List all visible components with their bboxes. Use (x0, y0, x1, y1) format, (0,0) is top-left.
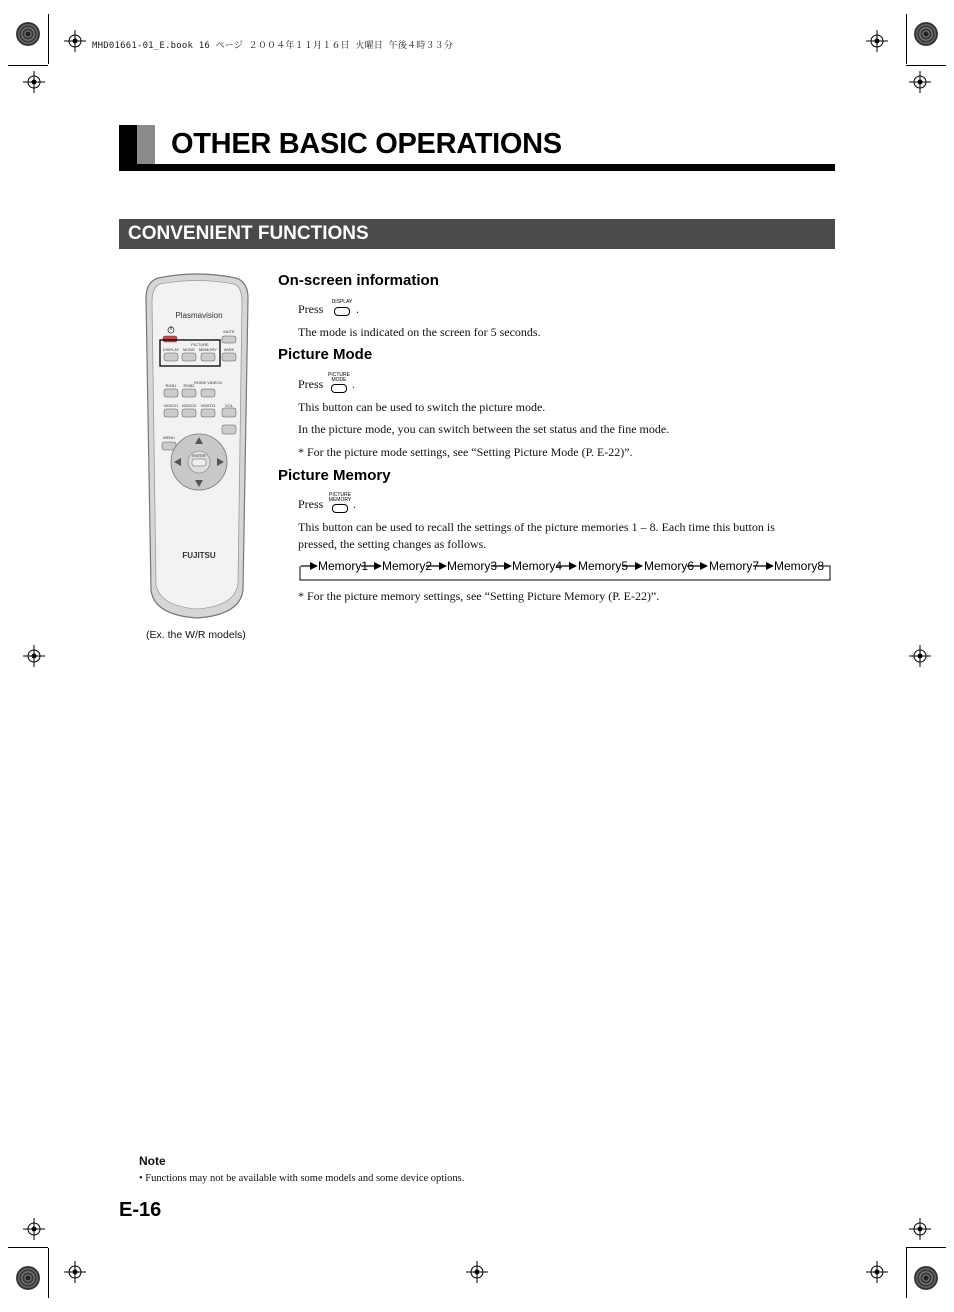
registration-mark-icon (23, 645, 45, 667)
svg-text:WIDE: WIDE (223, 347, 235, 352)
svg-text:RGB1: RGB1 (165, 383, 177, 388)
picture-mode-button-icon (331, 384, 347, 393)
memory-cycle-diagram (298, 558, 832, 582)
memory-item: Memory4 (512, 559, 563, 573)
picture-memory-button-label: PICTURE (329, 492, 351, 498)
remote-caption: (Ex. the W/R models) (146, 629, 246, 641)
registration-mark-icon (866, 30, 888, 52)
memory-item: Memory3 (447, 559, 498, 573)
picture-mode-heading: Picture Mode (278, 346, 373, 363)
running-head: MHD01661-01_E.book 16 ページ ２００４年１１月１６日 火曜日 午後４時３３分 (92, 41, 454, 51)
memory-item: Memory5 (578, 559, 629, 573)
title-accent-gray (137, 125, 155, 165)
memory-item: Memory1 (318, 559, 369, 573)
svg-text:MEMORY: MEMORY (199, 347, 217, 352)
registration-mark-icon (466, 1261, 488, 1283)
section-title: CONVENIENT FUNCTIONS (128, 223, 369, 244)
memory-item: Memory6 (644, 559, 695, 573)
title-accent-black (119, 125, 137, 165)
crop-mark (906, 65, 946, 66)
picture-mode-button-label: PICTURE (328, 372, 350, 378)
memory-item: Memory7 (709, 559, 760, 573)
memory-item: Memory2 (382, 559, 433, 573)
crop-mark (8, 1247, 48, 1248)
title-rule (119, 164, 835, 171)
svg-text:VIDEO1: VIDEO1 (163, 403, 179, 408)
display-button-icon (334, 307, 350, 316)
svg-text:PICTURE: PICTURE (191, 342, 209, 347)
picture-memory-text: pressed, the setting changes as follows. (298, 537, 487, 551)
crop-mark (8, 65, 48, 66)
display-button-label: DISPLAY (331, 299, 353, 305)
registration-disc-icon (914, 22, 938, 46)
picture-memory-note: * For the picture memory settings, see “Setting Picture Memory (P. E-22)”. (298, 589, 660, 603)
picture-mode-note: * For the picture mode settings, see “Setting Picture Mode (P. E-22)”. (298, 445, 633, 459)
period: . (352, 377, 355, 391)
svg-text:ENTER: ENTER (192, 453, 206, 458)
svg-text:VIDEO2: VIDEO2 (181, 403, 197, 408)
note-title: Note (139, 1154, 166, 1168)
picture-memory-text: This button can be used to recall the settings of the picture memories 1 – 8. Each time this button is (298, 520, 775, 534)
picture-mode-press: Press (298, 377, 324, 391)
onscreen-text: The mode is indicated on the screen for 5 seconds. (298, 325, 541, 339)
title-block (119, 125, 835, 172)
memory-item: Memory8 (774, 559, 825, 573)
registration-mark-icon (64, 1261, 86, 1283)
period: . (356, 302, 359, 316)
registration-disc-icon (914, 1266, 938, 1290)
onscreen-heading: On-screen information (278, 272, 439, 289)
remote-logo: FUJITSU (182, 551, 216, 560)
svg-text:MENU: MENU (163, 435, 175, 440)
picture-memory-button-label: MEMORY (328, 497, 352, 503)
note-text: • Functions may not be available with some models and some device options. (139, 1173, 465, 1184)
crop-mark (906, 1248, 907, 1298)
crop-mark (906, 1247, 946, 1248)
registration-disc-icon (16, 1266, 40, 1290)
svg-text:MUTE: MUTE (223, 329, 235, 334)
picture-mode-text: This button can be used to switch the picture mode. (298, 400, 546, 414)
picture-mode-text: In the picture mode, you can switch between the set status and the fine mode. (298, 422, 670, 436)
page-title: OTHER BASIC OPERATIONS (171, 128, 562, 160)
period: . (353, 497, 356, 511)
registration-mark-icon (909, 71, 931, 93)
remote-control-illustration (140, 272, 255, 622)
svg-text:VOL: VOL (224, 403, 234, 408)
svg-text:DISPLAY: DISPLAY (162, 347, 180, 352)
registration-mark-icon (909, 1218, 931, 1240)
svg-text:RGB2: RGB2 (183, 383, 195, 388)
registration-mark-icon (866, 1261, 888, 1283)
picture-memory-heading: Picture Memory (278, 467, 391, 484)
section-header (119, 219, 835, 249)
registration-disc-icon (16, 22, 40, 46)
crop-mark (48, 14, 49, 64)
page-number: E-16 (119, 1199, 162, 1221)
registration-mark-icon (64, 30, 86, 52)
svg-text:MODE: MODE (183, 347, 195, 352)
picture-mode-button-label: MODE (331, 377, 347, 383)
svg-text:VIDEO3: VIDEO3 (200, 403, 216, 408)
crop-mark (48, 1248, 49, 1298)
registration-mark-icon (23, 71, 45, 93)
registration-mark-icon (909, 645, 931, 667)
registration-mark-icon (23, 1218, 45, 1240)
onscreen-press: Press (298, 302, 324, 316)
remote-brand: Plasmavision (175, 311, 223, 320)
crop-mark (906, 14, 907, 64)
picture-memory-press: Press (298, 497, 324, 511)
svg-text:RGB3/ VIDEO4: RGB3/ VIDEO4 (194, 380, 222, 385)
picture-memory-button-icon (332, 504, 348, 513)
